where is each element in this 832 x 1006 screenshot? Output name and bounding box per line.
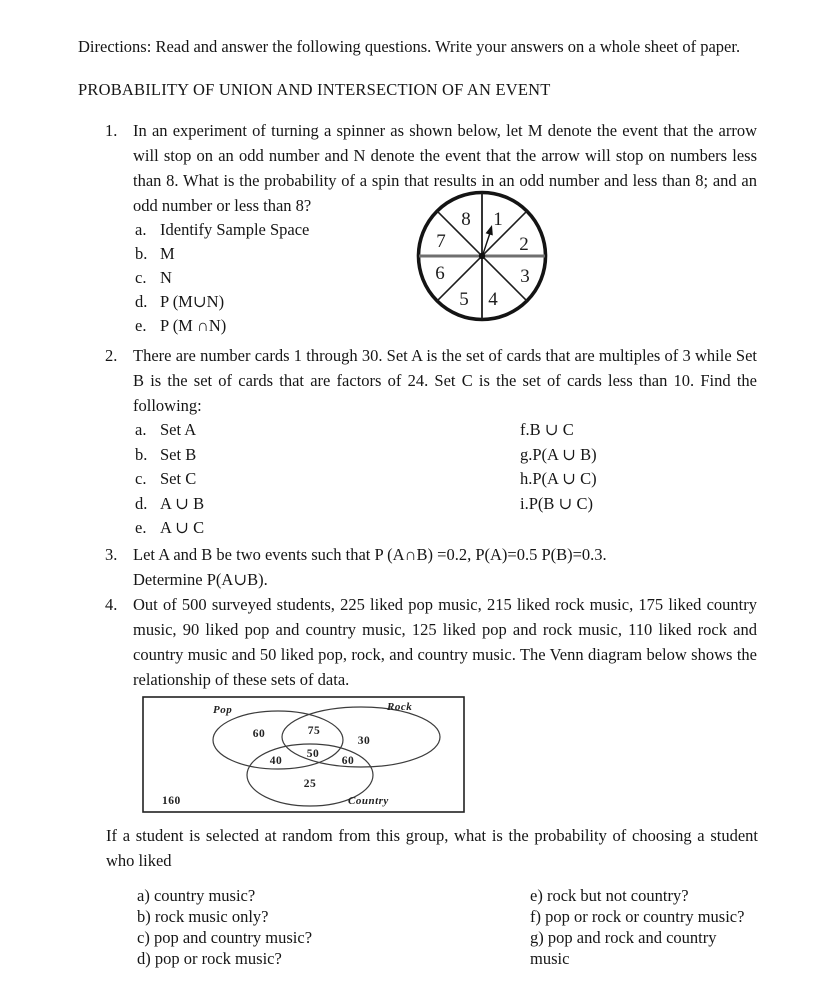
item-letter: g.: [520, 444, 533, 464]
item-text: P (M∪N): [160, 292, 225, 311]
list-item: c) pop and country music?: [137, 928, 313, 948]
spinner-number: 3: [520, 266, 530, 287]
list-item: [520, 492, 757, 517]
spinner-svg: [415, 189, 549, 323]
item-letter: f.: [520, 420, 530, 439]
question-4-followup: If a student is selected at random from this group, what is the probability of choosing a student who liked: [106, 825, 758, 870]
venn-diagram: [142, 696, 465, 813]
question-2-number: 2.: [105, 346, 118, 365]
item-letter: b.: [135, 244, 148, 263]
question-3: [105, 542, 757, 592]
item-text: Set B: [160, 444, 197, 464]
venn-pop-country-count: 40: [269, 754, 283, 767]
list-item: d) pop or rock music?: [137, 949, 282, 969]
question-3-number: 3.: [105, 544, 118, 564]
item-letter: d.: [135, 292, 148, 311]
spinner-number: 8: [461, 209, 471, 230]
question-3-line1: Let A and B be two events such that P (A∩B) =0.2, P(A)=0.5 P(B)=0.3.: [133, 544, 607, 564]
item-text: Set A: [160, 420, 197, 439]
item-text: A ∪ B: [160, 493, 205, 513]
item-text: P(A ∪ B): [532, 444, 597, 464]
list-item: a) country music?: [137, 885, 256, 905]
venn-pop-rock-count: 75: [307, 724, 321, 737]
question-2-text: There are number cards 1 through 30. Set A is the set of cards that are multiples of 3 while Set B is the set of cards that are factors of 24. Set C is the set of cards less than 10. Find the following:: [133, 346, 757, 415]
venn-rock-country-count: 60: [341, 754, 355, 767]
item-letter: e.: [135, 316, 147, 335]
item-text: P (M ∩N): [160, 316, 227, 335]
venn-rock-only-count: 30: [357, 734, 371, 747]
item-text: N: [160, 268, 172, 287]
venn-pop-only-count: 60: [252, 727, 266, 740]
question-4-number: 4.: [105, 594, 118, 614]
item-text: P(B ∪ C): [528, 493, 593, 513]
venn-country-only-count: 25: [303, 777, 317, 790]
venn-outside-count: 160: [162, 794, 181, 807]
question-4-text: Out of 500 surveyed students, 225 liked pop music, 215 liked rock music, 175 liked country music, 90 liked pop and country music, 125 liked pop and rock music, 110 liked rock and country music and 50 liked pop, rock, and country music. The Venn diagram below shows the relationship of these sets of data.: [133, 594, 757, 689]
item-text: P(A ∪ C): [532, 469, 597, 488]
list-item: [133, 516, 520, 541]
spinner-number: 4: [488, 289, 498, 310]
item-text: B ∪ C: [529, 420, 574, 439]
spinner-number: 1: [493, 209, 503, 230]
question-1-number: 1.: [105, 121, 118, 140]
list-item: [520, 418, 757, 443]
spinner-diagram: [415, 189, 549, 323]
directions-text: Directions: Read and answer the following questions. Write your answers on a whole sheet of paper.: [78, 37, 741, 56]
list-item: [520, 467, 757, 492]
list-item: g) pop and rock and country music: [530, 928, 717, 969]
item-letter: c.: [135, 469, 147, 488]
list-item: e) rock but not country?: [530, 885, 689, 905]
question-3-line2: Determine P(A∪B).: [133, 569, 268, 589]
list-item: [133, 443, 520, 468]
item-letter: e.: [135, 518, 147, 537]
item-text: A ∪ C: [160, 518, 205, 537]
item-letter: h.: [520, 469, 533, 488]
spinner-number: 5: [459, 289, 469, 310]
venn-border-box: [143, 697, 464, 812]
item-text: M: [160, 244, 175, 263]
venn-country-label: Country: [348, 794, 389, 807]
spinner-number: 2: [519, 234, 529, 255]
spinner-hub: [479, 253, 485, 259]
item-text: Identify Sample Space: [160, 220, 310, 239]
question-2: [105, 343, 757, 541]
question-4-subquestions: [137, 885, 757, 970]
list-item: [520, 443, 757, 468]
item-letter: d.: [135, 493, 148, 513]
question-2-items: [133, 418, 757, 541]
item-letter: a.: [135, 420, 147, 439]
question-1: [105, 118, 757, 338]
question-4: [105, 592, 757, 813]
list-item: b) rock music only?: [137, 906, 269, 926]
list-item: [133, 418, 520, 443]
item-letter: b.: [135, 444, 148, 464]
list-item: [133, 492, 520, 517]
venn-all-three-count: 50: [306, 747, 320, 760]
item-letter: i.: [520, 493, 529, 513]
page-title: PROBABILITY OF UNION AND INTERSECTION OF AN EVENT: [78, 80, 551, 99]
item-text: Set C: [160, 469, 197, 488]
spinner-arrow-head-icon: [486, 225, 493, 236]
venn-rock-label: Rock: [387, 700, 413, 713]
spinner-number: 7: [436, 231, 446, 252]
venn-svg: [142, 696, 465, 813]
venn-pop-label: Pop: [213, 703, 233, 716]
question-1-text: In an experiment of turning a spinner as shown below, let M denote the event that the arrow will stop on an odd number and N denote the event that the arrow will stop on numbers less than 8. What is the probability of a spin that results in an odd number and less than 8; and an odd number or less than 8?: [133, 121, 757, 215]
list-item: f) pop or rock or country music?: [530, 906, 745, 926]
spinner-number: 6: [435, 263, 445, 284]
item-letter: c.: [135, 268, 147, 287]
item-letter: a.: [135, 220, 147, 239]
list-item: [133, 467, 520, 492]
